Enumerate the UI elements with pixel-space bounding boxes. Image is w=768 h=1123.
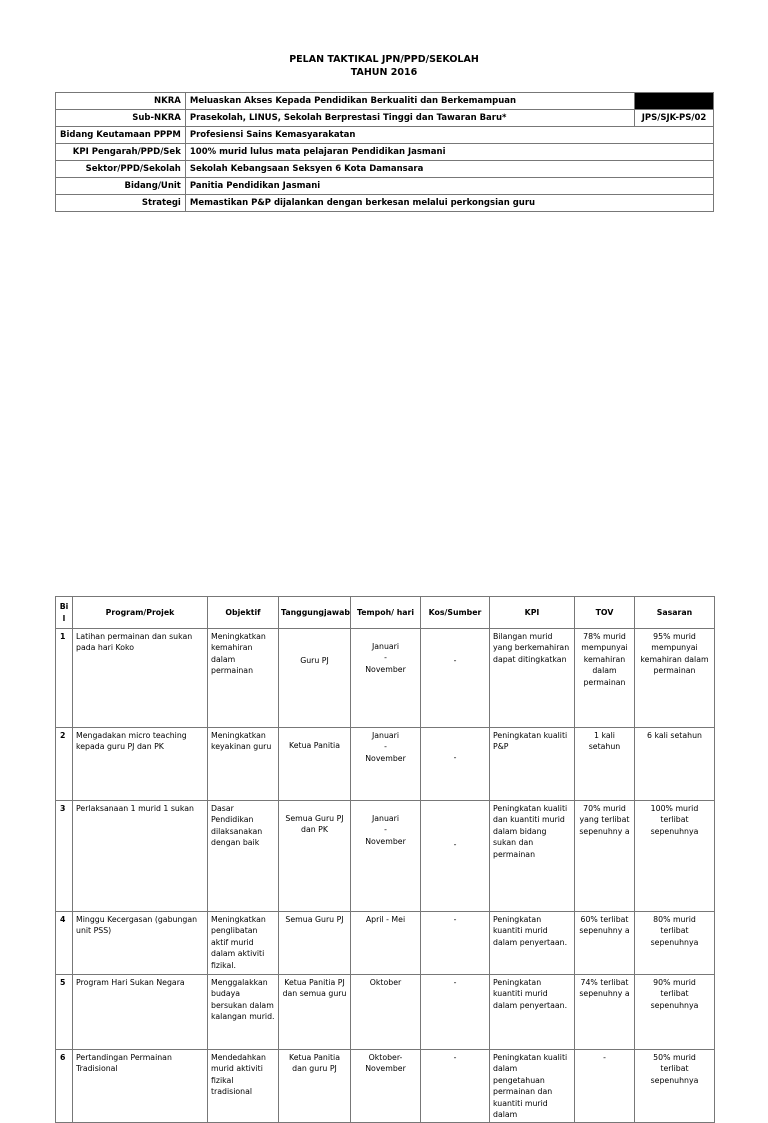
nkra-label: NKRA: [56, 93, 186, 110]
table-row: [56, 912, 715, 975]
row-objektif: Dasar Pendidikan dilaksanakan dengan baik: [208, 801, 279, 912]
table-row: [56, 728, 715, 801]
black-cell: [635, 93, 714, 110]
info-row-unit: [56, 178, 714, 195]
table-row: [56, 1050, 715, 1123]
row-program: Pertandingan Permainan Tradisional: [73, 1050, 208, 1123]
row-objektif: Meningkatkan keyakinan guru: [208, 728, 279, 801]
row-tanggungjawab: Semua Guru PJ: [279, 912, 351, 975]
row-tov: 78% murid mempunyai kemahiran dalam permainan: [575, 629, 635, 728]
row-sasaran: 6 kali setahun: [635, 728, 715, 801]
row-kpi: Bilangan murid yang berkemahiran dapat ditingkatkan: [490, 629, 575, 728]
row-bil: 6: [56, 1050, 73, 1123]
kpi-value: 100% murid lulus mata pelajaran Pendidikan Jasmani: [185, 144, 713, 161]
tempoh-dash: -: [384, 825, 387, 835]
table-row: [56, 975, 715, 1050]
info-row-strategi: [56, 195, 714, 212]
row-bil: 4: [56, 912, 73, 975]
header-bil: Bi l: [56, 597, 73, 629]
row-objektif: Meningkatkan penglibatan aktif murid dalam aktiviti fizikal.: [208, 912, 279, 975]
tempoh-end: November: [365, 664, 406, 674]
info-row-nkra: [56, 93, 714, 110]
tempoh-dash: -: [384, 653, 387, 663]
row-kos: -: [421, 728, 490, 801]
row-kos: -: [421, 629, 490, 728]
nkra-value: Meluaskan Akses Kepada Pendidikan Berkualiti dan Berkemampuan: [185, 93, 634, 110]
tempoh-start: Januari: [371, 642, 400, 651]
row-tanggungjawab: Guru PJ: [279, 629, 351, 728]
tempoh-start: Oktober: [369, 978, 402, 987]
row-kos: -: [421, 1050, 490, 1123]
row-tanggungjawab: Ketua Panitia PJ dan semua guru: [279, 975, 351, 1050]
tempoh-end: November: [365, 1064, 406, 1074]
header-tanggungjawab: Tanggungjawab: [279, 597, 351, 629]
row-program: Program Hari Sukan Negara: [73, 975, 208, 1050]
row-sasaran: 100% murid terlibat sepenuhnya: [635, 801, 715, 912]
info-row-subnkra: [56, 110, 714, 127]
info-row-bidang: [56, 127, 714, 144]
unit-label: Bidang/Unit: [56, 178, 186, 195]
row-tempoh: [351, 629, 421, 728]
row-tempoh: [351, 975, 421, 1050]
program-table: [55, 596, 715, 1123]
row-program: Minggu Kecergasan (gabungan unit PSS): [73, 912, 208, 975]
table-row: [56, 801, 715, 912]
row-objektif: Mendedahkan murid aktiviti fizikal tradisional: [208, 1050, 279, 1123]
row-kpi: Peningkatan kualiti P&P: [490, 728, 575, 801]
table-header-row: [56, 597, 715, 629]
row-kos: -: [421, 912, 490, 975]
row-tempoh: [351, 912, 421, 975]
row-objektif: Menggalakkan budaya bersukan dalam kalangan murid.: [208, 975, 279, 1050]
row-kpi: Peningkatan kualiti dan kuantiti murid dalam bidang sukan dan permainan: [490, 801, 575, 912]
sektor-label: Sektor/PPD/Sekolah: [56, 161, 186, 178]
tempoh-end: November: [365, 836, 406, 846]
row-objektif: Meningkatkan kemahiran dalam permainan: [208, 629, 279, 728]
header-tov: TOV: [575, 597, 635, 629]
info-row-sektor: [56, 161, 714, 178]
row-tov: -: [575, 1050, 635, 1123]
tempoh-dash: -: [384, 742, 387, 752]
row-kos: -: [421, 975, 490, 1050]
header-sasaran: Sasaran: [635, 597, 715, 629]
row-tanggungjawab: Ketua Panitia: [279, 728, 351, 801]
strategi-label: Strategi: [56, 195, 186, 212]
header-tempoh: Tempoh/ hari: [351, 597, 421, 629]
info-table: [55, 92, 714, 212]
bidang-value: Profesiensi Sains Kemasyarakatan: [185, 127, 713, 144]
header-program: Program/Projek: [73, 597, 208, 629]
tempoh-start: Januari: [371, 731, 400, 740]
row-bil: 1: [56, 629, 73, 728]
tempoh-start: Januari: [371, 814, 400, 823]
plan-title: PELAN TAKTIKAL JPN/PPD/SEKOLAH: [289, 54, 479, 65]
row-sasaran: 90% murid terlibat sepenuhnya: [635, 975, 715, 1050]
row-kos: -: [421, 801, 490, 912]
header-kpi: KPI: [490, 597, 575, 629]
row-tov: 60% terlibat sepenuhny a: [575, 912, 635, 975]
kpi-label: KPI Pengarah/PPD/Sek: [56, 144, 186, 161]
row-sasaran: 95% murid mempunyai kemahiran dalam permainan: [635, 629, 715, 728]
row-tempoh: [351, 1050, 421, 1123]
row-tempoh: [351, 801, 421, 912]
strategi-value: Memastikan P&P dijalankan dengan berkesan melalui perkongsian guru: [185, 195, 713, 212]
row-tov: 70% murid yang terlibat sepenuhny a: [575, 801, 635, 912]
document-code: JPS/SJK-PS/02: [635, 110, 714, 127]
subnkra-label: Sub-NKRA: [56, 110, 186, 127]
unit-value: Panitia Pendidikan Jasmani: [185, 178, 713, 195]
row-bil: 2: [56, 728, 73, 801]
row-program: Latihan permainan dan sukan pada hari Koko: [73, 629, 208, 728]
row-tanggungjawab: Semua Guru PJ dan PK: [279, 801, 351, 912]
header-kos: Kos/Sumber: [421, 597, 490, 629]
header-objektif: Objektif: [208, 597, 279, 629]
row-program: Mengadakan micro teaching kepada guru PJ dan PK: [73, 728, 208, 801]
row-kpi: Peningkatan kuantiti murid dalam penyertaan.: [490, 912, 575, 975]
row-tanggungjawab: Ketua Panitia dan guru PJ: [279, 1050, 351, 1123]
info-row-kpi: [56, 144, 714, 161]
row-tov: 74% terlibat sepenuhny a: [575, 975, 635, 1050]
row-bil: 3: [56, 801, 73, 912]
tempoh-end: November: [365, 753, 406, 763]
table-row: [56, 629, 715, 728]
row-kpi: Peningkatan kuantiti murid dalam penyertaan.: [490, 975, 575, 1050]
row-sasaran: 50% murid terlibat sepenuhnya: [635, 1050, 715, 1123]
tempoh-start: April - Mei: [365, 915, 406, 924]
row-sasaran: 80% murid terlibat sepenuhnya: [635, 912, 715, 975]
subnkra-value: Prasekolah, LINUS, Sekolah Berprestasi Tinggi dan Tawaran Baru*: [185, 110, 634, 127]
sektor-value: Sekolah Kebangsaan Seksyen 6 Kota Damansara: [185, 161, 713, 178]
bidang-label: Bidang Keutamaan PPPM: [56, 127, 186, 144]
row-bil: 5: [56, 975, 73, 1050]
row-tov: 1 kali setahun: [575, 728, 635, 801]
row-kpi: Peningkatan kualiti dalam pengetahuan permainan dan kuantiti murid dalam: [490, 1050, 575, 1123]
row-program: Perlaksanaan 1 murid 1 sukan: [73, 801, 208, 912]
tempoh-start: Oktober-: [368, 1053, 403, 1062]
plan-year: TAHUN 2016: [350, 67, 418, 78]
row-tempoh: [351, 728, 421, 801]
